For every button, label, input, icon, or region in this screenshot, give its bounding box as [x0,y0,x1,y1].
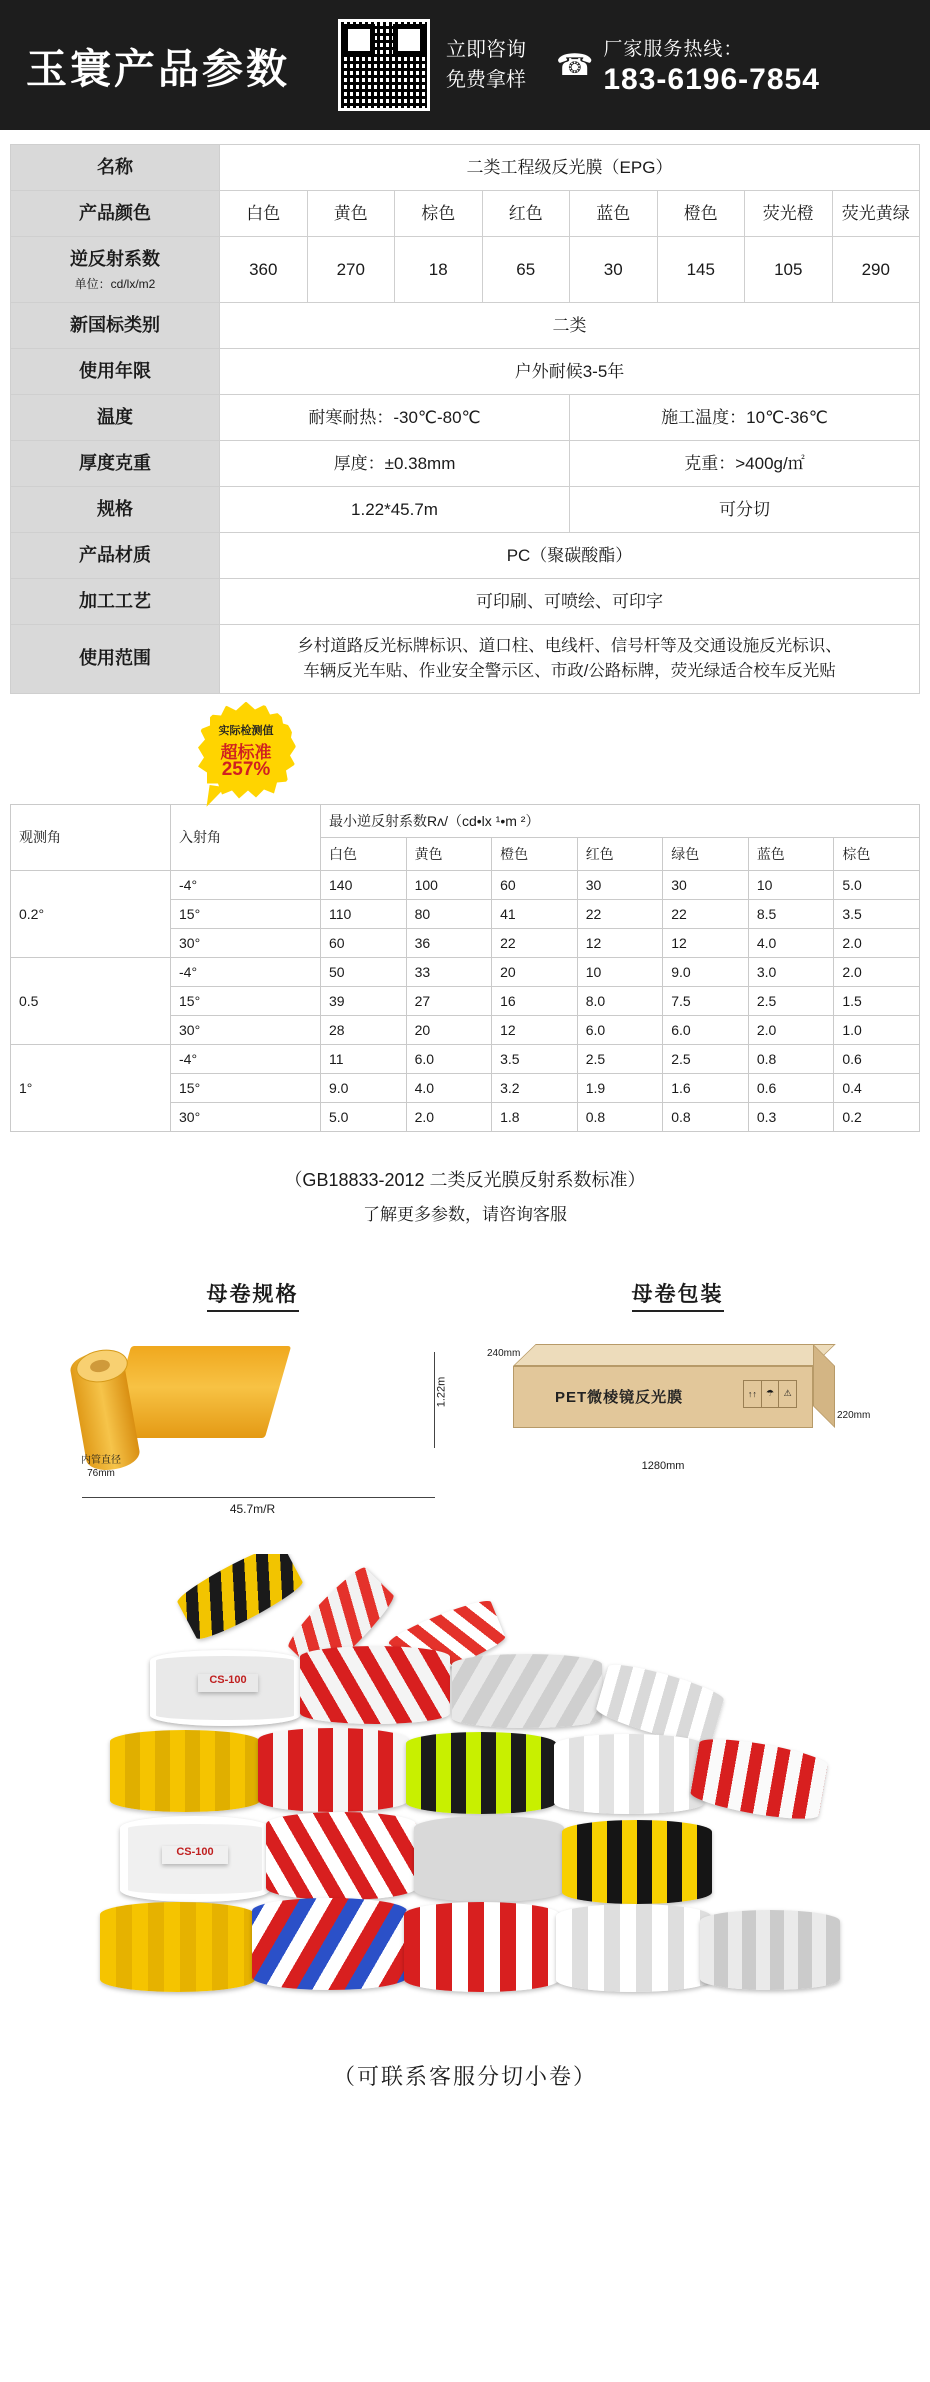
spec-value: PC（聚碳酸酯） [220,533,920,579]
roll-length-label: 45.7m/R [229,1501,276,1516]
roll-spec-column [40,1278,465,1524]
col-header-view-angle: 观测角 [11,804,171,870]
spec-value-left: 厚度：±0.38mm [220,441,570,487]
value-cell: 2.0 [834,957,920,986]
value-cell: 1.8 [492,1102,578,1131]
badge-tail [207,784,226,808]
view-angle-cell: 1° [11,1044,171,1131]
col-header-coefficient-title: 最小逆反射系数Rʌ/（cd•lx ¹•m ²） [321,804,920,837]
value-cell: 0.2 [834,1102,920,1131]
value-cell: 0.8 [663,1102,749,1131]
value-cell: 6.0 [663,1015,749,1044]
value-cell: 9.0 [321,1073,407,1102]
keep-dry-icon: ☂ [762,1381,780,1407]
spec-label: 产品颜色 [11,191,220,237]
page-header [0,0,930,130]
spec-label: 新国标类别 [11,303,220,349]
tape-roll [174,1554,306,1645]
value-cell: 100 [406,870,492,899]
table-row [11,349,920,395]
box-top-face [513,1344,836,1366]
spec-value: 二类工程级反光膜（EPG） [220,145,920,191]
coefficient-table [10,804,920,1132]
color-cell: 白色 [220,191,308,237]
spec-table [10,144,920,694]
spec-table-wrap [0,130,930,694]
value-cell: 50 [321,957,407,986]
roll-width-label: 1.22m [435,1376,448,1407]
value-cell: 0.6 [834,1044,920,1073]
spec-label-unit: 单位：cd/lx/m2 [74,277,156,291]
value-cell: 1.6 [663,1073,749,1102]
value-cell: 80 [406,899,492,928]
value-cell: 28 [321,1015,407,1044]
table-row [11,145,920,191]
incidence-angle-cell: 15° [171,899,321,928]
box-side-face [813,1344,835,1428]
value-cell: 6.0 [577,1015,663,1044]
footer-note: （可联系客服分切小卷） [332,2063,597,2089]
box-depth-label: 220mm [837,1409,871,1421]
qr-code-icon [338,19,430,111]
standard-note-line-1: （GB18833-2012 二类反光膜反射系数标准） [284,1169,646,1190]
page-title: 玉寰产品参数 [26,45,290,92]
tape-roll [404,1902,559,1992]
value-cell: 3.5 [492,1044,578,1073]
value-cell: 22 [577,899,663,928]
value-cell: 60 [492,870,578,899]
value-cell: 11 [321,1044,407,1073]
tape-roll [252,1898,407,1990]
value-cell: 2.0 [406,1102,492,1131]
tape-roll [414,1816,564,1902]
color-header: 棕色 [834,837,920,870]
tape-roll [562,1820,712,1904]
coefficient-cell: 145 [657,237,745,303]
table-row [11,237,920,303]
box-label-text: PET微棱镜反光膜 [555,1388,684,1406]
value-cell: 20 [492,957,578,986]
incidence-angle-cell: 15° [171,1073,321,1102]
roll-package-column [465,1278,890,1524]
roll-spec-title-text: 母卷规格 [207,1283,299,1312]
table-row [11,625,920,694]
value-cell: 36 [406,928,492,957]
spec-value-right: 施工温度：10℃-36℃ [570,395,920,441]
spec-label: 名称 [11,145,220,191]
table-row [11,579,920,625]
tape-roll [266,1812,416,1900]
value-cell: 27 [406,986,492,1015]
spec-value-right: 克重：>400g/㎡ [570,441,920,487]
tape-roll [100,1902,255,1992]
standard-note-line-2: 了解更多参数，请咨询客服 [363,1204,567,1224]
roll-core-label: 内管直径 76mm [81,1454,121,1479]
hotline-label: 厂家服务热线： [603,38,744,60]
color-header: 白色 [321,837,407,870]
value-cell: 7.5 [663,986,749,1015]
package-figure [465,1324,890,1524]
value-cell: 2.5 [577,1044,663,1073]
tape-roll [406,1732,556,1814]
value-cell: 2.0 [834,928,920,957]
coefficient-cell: 290 [832,237,920,303]
coefficient-cell: 65 [482,237,570,303]
value-cell: 5.0 [834,870,920,899]
roll-package-title-text: 母卷包装 [632,1283,724,1312]
value-cell: 9.0 [663,957,749,986]
consult-text [446,35,526,95]
badge-line-2: 超标准 [220,742,272,762]
fragile-up-icon: ↑↑ [744,1381,762,1407]
value-cell: 0.8 [577,1102,663,1131]
spec-label: 产品材质 [11,533,220,579]
consult-line-1: 立即咨询 [446,39,526,61]
value-cell: 41 [492,899,578,928]
incidence-angle-cell: -4° [171,1044,321,1073]
table-row [11,1044,920,1073]
incidence-angle-cell: -4° [171,870,321,899]
value-cell: 60 [321,928,407,957]
value-cell: 10 [577,957,663,986]
value-cell: 30 [663,870,749,899]
incidence-angle-cell: 15° [171,986,321,1015]
usage-line-2: 车辆反光车贴、作业安全警示区、市政/公路标牌，荧光绿适合校车反光贴 [303,661,836,680]
consult-line-2: 免费拿样 [446,69,526,91]
spec-value: 二类 [220,303,920,349]
value-cell: 16 [492,986,578,1015]
spec-label: 加工工艺 [11,579,220,625]
incidence-angle-cell: 30° [171,928,321,957]
coefficient-cell: 105 [745,237,833,303]
value-cell: 3.0 [748,957,834,986]
value-cell: 10 [748,870,834,899]
box-height-label: 240mm [487,1347,521,1359]
color-cell: 橙色 [657,191,745,237]
tape-roll [452,1654,602,1728]
value-cell: 2.5 [748,986,834,1015]
value-cell: 6.0 [406,1044,492,1073]
table-row [11,957,920,986]
value-cell: 0.6 [748,1073,834,1102]
spec-value [220,625,920,694]
coefficient-cell: 30 [570,237,658,303]
value-cell: 20 [406,1015,492,1044]
color-header: 蓝色 [748,837,834,870]
table-row [11,441,920,487]
color-cell: 红色 [482,191,570,237]
box-stamp-icons [743,1380,797,1408]
color-cell: 荧光橙 [745,191,833,237]
tape-roll [258,1728,408,1812]
value-cell: 4.0 [406,1073,492,1102]
value-cell: 140 [321,870,407,899]
standard-note [0,1162,930,1232]
incidence-angle-cell: -4° [171,957,321,986]
spec-value-left: 1.22*45.7m [220,487,570,533]
color-cell: 蓝色 [570,191,658,237]
over-standard-badge [196,702,304,802]
table-row [11,303,920,349]
value-cell: 110 [321,899,407,928]
value-cell: 30 [577,870,663,899]
value-cell: 1.9 [577,1073,663,1102]
value-cell: 1.5 [834,986,920,1015]
color-header: 绿色 [663,837,749,870]
coefficient-cell: 18 [395,237,483,303]
roll-illustrations [0,1278,930,1524]
color-cell: 棕色 [395,191,483,237]
value-cell: 0.8 [748,1044,834,1073]
tape-roll-label: CS-100 [198,1674,258,1692]
value-cell: 22 [663,899,749,928]
table-row [11,395,920,441]
value-cell: 2.0 [748,1015,834,1044]
roll-length-dimension-line [82,1497,435,1498]
value-cell: 8.0 [577,986,663,1015]
value-cell: 5.0 [321,1102,407,1131]
value-cell: 0.3 [748,1102,834,1131]
spec-label: 使用范围 [11,625,220,694]
value-cell: 8.5 [748,899,834,928]
badge-line-1: 实际检测值 [218,724,274,737]
spec-value: 户外耐候3-5年 [220,349,920,395]
color-cell: 黄色 [307,191,395,237]
spec-label: 使用年限 [11,349,220,395]
col-header-incidence-angle: 入射角 [171,804,321,870]
product-photo [0,1554,930,2034]
tape-roll [110,1730,260,1812]
table-row [11,487,920,533]
spec-label-text: 逆反射系数 [70,249,160,269]
box-length-label: 1280mm [641,1459,685,1472]
roll-spec-title [40,1278,465,1308]
value-cell: 39 [321,986,407,1015]
tape-roll-label: CS-100 [162,1846,228,1864]
value-cell: 0.4 [834,1073,920,1102]
spec-label [11,237,220,303]
value-cell: 12 [492,1015,578,1044]
hotline-block [556,34,820,97]
value-cell: 12 [663,928,749,957]
roll-figure [40,1324,465,1524]
spec-value-left: 耐寒耐热：-30℃-80℃ [220,395,570,441]
color-header: 黄色 [406,837,492,870]
tape-roll [554,1734,704,1814]
spec-label: 温度 [11,395,220,441]
table-row [11,533,920,579]
view-angle-cell: 0.2° [11,870,171,957]
table-row [11,191,920,237]
value-cell: 3.2 [492,1073,578,1102]
coefficient-cell: 360 [220,237,308,303]
badge-line-3: 257% [221,758,271,780]
value-cell: 3.5 [834,899,920,928]
hotline-number: 183-6196-7854 [603,62,820,96]
coefficient-table-wrap [0,804,930,1132]
value-cell: 12 [577,928,663,957]
value-cell: 2.5 [663,1044,749,1073]
handle-care-icon: ⚠ [783,1388,792,1398]
spec-label: 厚度克重 [11,441,220,487]
spec-label: 规格 [11,487,220,533]
value-cell: 4.0 [748,928,834,957]
coefficient-cell: 270 [307,237,395,303]
table-row [11,870,920,899]
spec-value: 可印刷、可喷绘、可印字 [220,579,920,625]
roll-package-title [465,1278,890,1308]
value-cell: 1.0 [834,1015,920,1044]
value-cell: 33 [406,957,492,986]
tape-roll [689,1733,829,1825]
color-header: 红色 [577,837,663,870]
tape-roll [300,1646,450,1724]
value-cell: 22 [492,928,578,957]
table-header-row [11,804,920,837]
badge-area [0,694,930,804]
color-cell: 荧光黄绿 [832,191,920,237]
color-header: 橙色 [492,837,578,870]
tape-roll [700,1910,840,1990]
spec-value-right: 可分切 [570,487,920,533]
usage-line-1: 乡村道路反光标牌标识、道口柱、电线杆、信号杆等及交通设施反光标识、 [297,637,842,655]
tape-roll [556,1904,711,1992]
incidence-angle-cell: 30° [171,1102,321,1131]
view-angle-cell: 0.5 [11,957,171,1044]
incidence-angle-cell: 30° [171,1015,321,1044]
phone-icon: ☎ [556,48,594,82]
